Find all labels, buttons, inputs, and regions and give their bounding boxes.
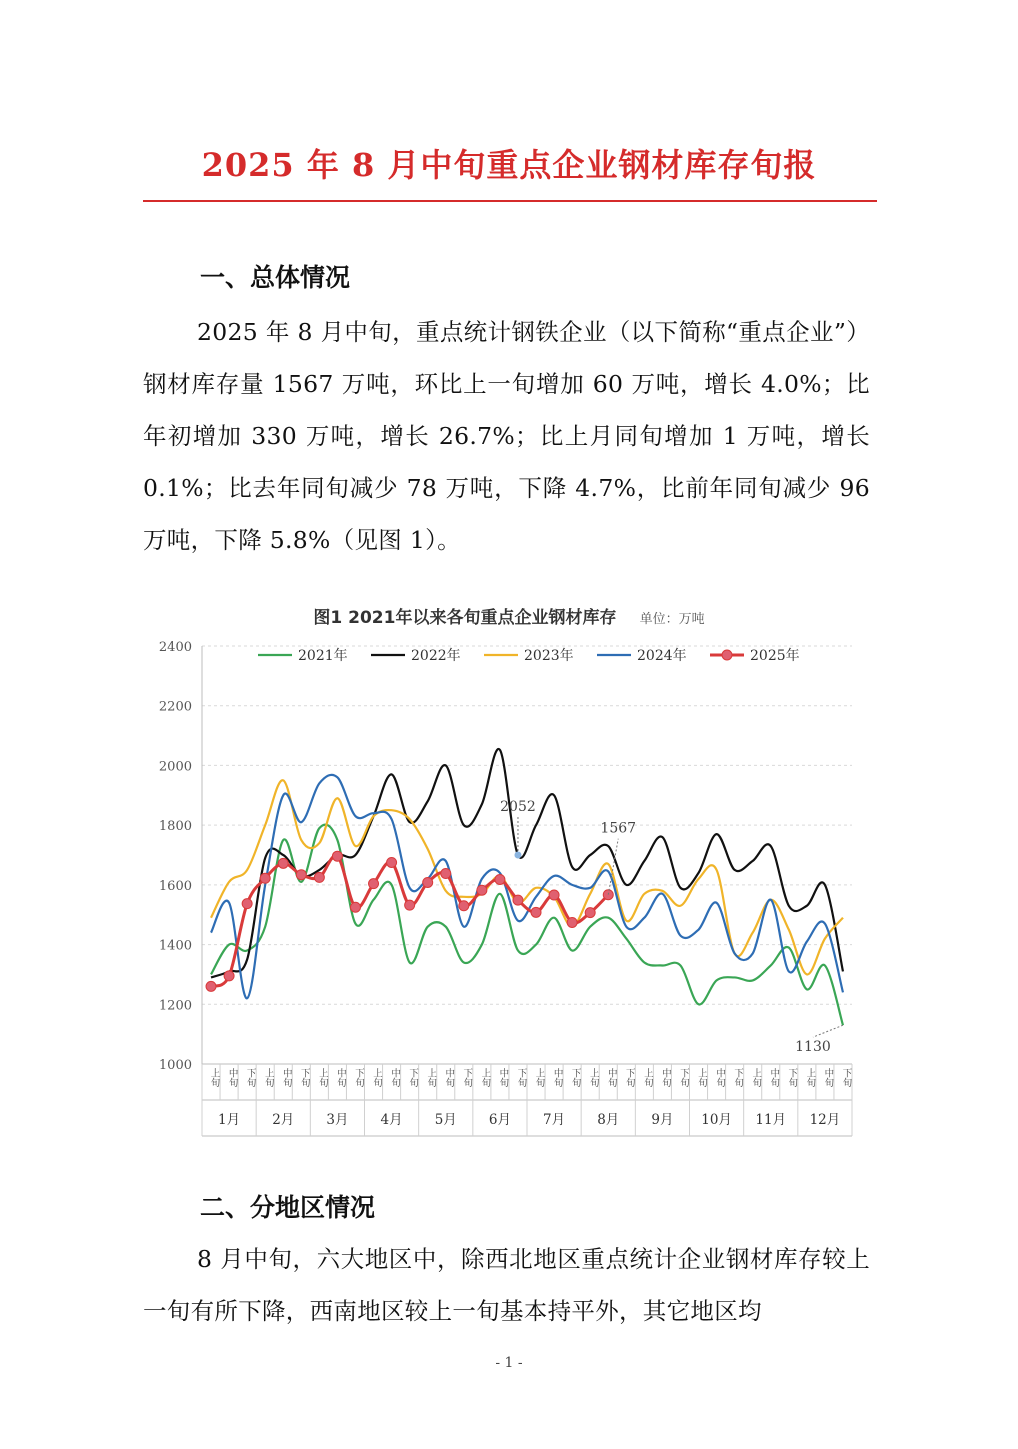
data-point-2025 [585,908,595,918]
x-tick-label-month: 8月 [597,1112,620,1128]
data-point-2025 [477,885,487,895]
x-tick-label-month: 3月 [326,1112,349,1128]
x-tick-label-period: 上旬 [316,1068,328,1087]
y-tick-label: 1200 [158,998,192,1014]
inventory-line-chart [140,630,870,1140]
annotation-label: 1130 [795,1039,831,1056]
x-tick-label-period: 上旬 [371,1068,383,1087]
x-tick-label-period: 下旬 [623,1068,635,1087]
chart-unit: 单位：万吨 [639,612,705,627]
x-tick-label-month: 6月 [488,1112,511,1128]
x-tick-label-period: 中旬 [714,1068,726,1087]
data-point-2025 [206,981,216,991]
x-tick-label-period: 下旬 [461,1068,473,1087]
section2-heading: 二、分地区情况 [200,1193,376,1222]
data-point-2025 [567,917,577,927]
x-tick-label-period: 中旬 [551,1068,563,1087]
x-tick-label-period: 中旬 [605,1068,617,1087]
legend-label: 2022年 [411,648,461,664]
legend-label: 2023年 [524,648,574,664]
data-point-2025 [405,900,415,910]
x-tick-label-period: 上旬 [641,1068,653,1087]
data-point-2025 [369,879,379,889]
data-point-2025 [260,873,270,883]
x-tick-label-period: 中旬 [226,1068,238,1087]
data-point-2025 [242,899,252,909]
data-point-2025 [441,869,451,879]
y-tick-label: 1000 [158,1058,192,1073]
data-point-2025 [224,971,234,981]
data-point-2025 [495,874,505,884]
x-tick-label-month: 12月 [809,1112,841,1128]
annotation-label: 1567 [600,820,637,837]
x-tick-label-month: 11月 [755,1112,787,1128]
data-point-2025 [296,870,306,880]
x-tick-label-month: 4月 [380,1112,403,1128]
data-point-2025 [278,858,288,868]
legend-label: 2021年 [298,648,348,664]
chart-title [0,603,1018,628]
series-line-2021 [211,825,843,1026]
x-tick-label-month: 9月 [651,1112,674,1128]
x-tick-label-period: 下旬 [244,1068,256,1087]
x-tick-label-period: 上旬 [479,1068,491,1087]
x-tick-label-period: 中旬 [443,1068,455,1087]
x-tick-label-period: 下旬 [352,1068,364,1087]
x-tick-label-month: 1月 [218,1112,241,1128]
x-tick-label-period: 中旬 [768,1068,780,1087]
x-tick-label-month: 5月 [434,1112,457,1128]
section1-heading: 一、总体情况 [200,263,351,292]
y-tick-label: 2000 [158,759,192,775]
y-tick-label: 2400 [158,640,192,655]
section2-paragraph: 8 月中旬，六大地区中，除西北地区重点统计企业钢材库存较上一旬有所下降，西南地区较上一旬基本持平外，其它地区均 [143,1245,870,1325]
annotation-label: 2052 [500,799,536,815]
x-tick-label-month: 2月 [272,1112,295,1128]
x-tick-label-period: 上旬 [587,1068,599,1087]
legend-label: 2025年 [750,648,800,664]
y-tick-label: 1600 [158,878,192,894]
section1-paragraph: 2025 年 8 月中旬，重点统计钢铁企业（以下简称“重点企业”）钢材库存量 1567 万吨，环比上一旬增加 60 万吨，增长 4.0%；比年初增加 330 万吨，增长 26.7%；比上月同旬增加 1 万吨，增长 0.1%；比去年同旬减少 78 万吨，下降 4.7%，比前年同旬减少 96 万吨，下降 5.8%（见图 1）。 [143,318,870,554]
data-point-2025 [332,851,342,861]
legend-marker [722,650,732,660]
x-tick-label-period: 上旬 [208,1068,220,1087]
x-tick-label-period: 中旬 [822,1068,834,1087]
x-tick-label-period: 上旬 [804,1068,816,1087]
data-point-2025 [314,872,324,882]
x-tick-label-period: 上旬 [750,1068,762,1087]
y-tick-label: 1400 [158,938,192,954]
x-tick-label-period: 下旬 [569,1068,581,1087]
x-tick-label-period: 上旬 [262,1068,274,1087]
x-tick-label-period: 下旬 [677,1068,689,1087]
chart-title-text: 图1 2021年以来各旬重点企业钢材库存 [313,608,617,628]
x-tick-label-period: 下旬 [515,1068,527,1087]
x-tick-label-period: 下旬 [840,1068,852,1087]
document-title: 2025 年 8 月中旬重点企业钢材库存旬报 [201,146,817,184]
x-tick-label-period: 上旬 [425,1068,437,1087]
x-tick-label-month: 10月 [701,1112,732,1128]
data-point-2025 [549,890,559,900]
data-point-2025 [350,902,360,912]
x-tick-label-period: 下旬 [786,1068,798,1087]
x-tick-label-period: 中旬 [280,1068,292,1087]
x-tick-label-period: 下旬 [732,1068,744,1087]
x-tick-label-period: 上旬 [696,1068,708,1087]
y-tick-label: 2200 [158,699,192,715]
legend-label: 2024年 [637,648,687,664]
annotation-leader [813,1025,843,1037]
x-tick-label-period: 中旬 [659,1068,671,1087]
peak-marker [514,852,521,859]
data-point-2025 [387,857,397,867]
data-point-2025 [531,907,541,917]
y-tick-label: 1800 [158,819,192,835]
x-tick-label-period: 上旬 [533,1068,545,1087]
x-tick-label-period: 下旬 [407,1068,419,1087]
data-point-2025 [513,895,523,905]
page-number: - 1 - [495,1355,523,1371]
data-point-2025 [459,901,469,911]
x-tick-label-period: 中旬 [334,1068,346,1087]
title-underline [143,200,877,202]
x-tick-label-month: 7月 [543,1112,566,1128]
x-tick-label-period: 中旬 [389,1068,401,1087]
x-tick-label-period: 中旬 [497,1068,509,1087]
data-point-2025 [423,877,433,887]
x-tick-label-period: 下旬 [298,1068,310,1087]
